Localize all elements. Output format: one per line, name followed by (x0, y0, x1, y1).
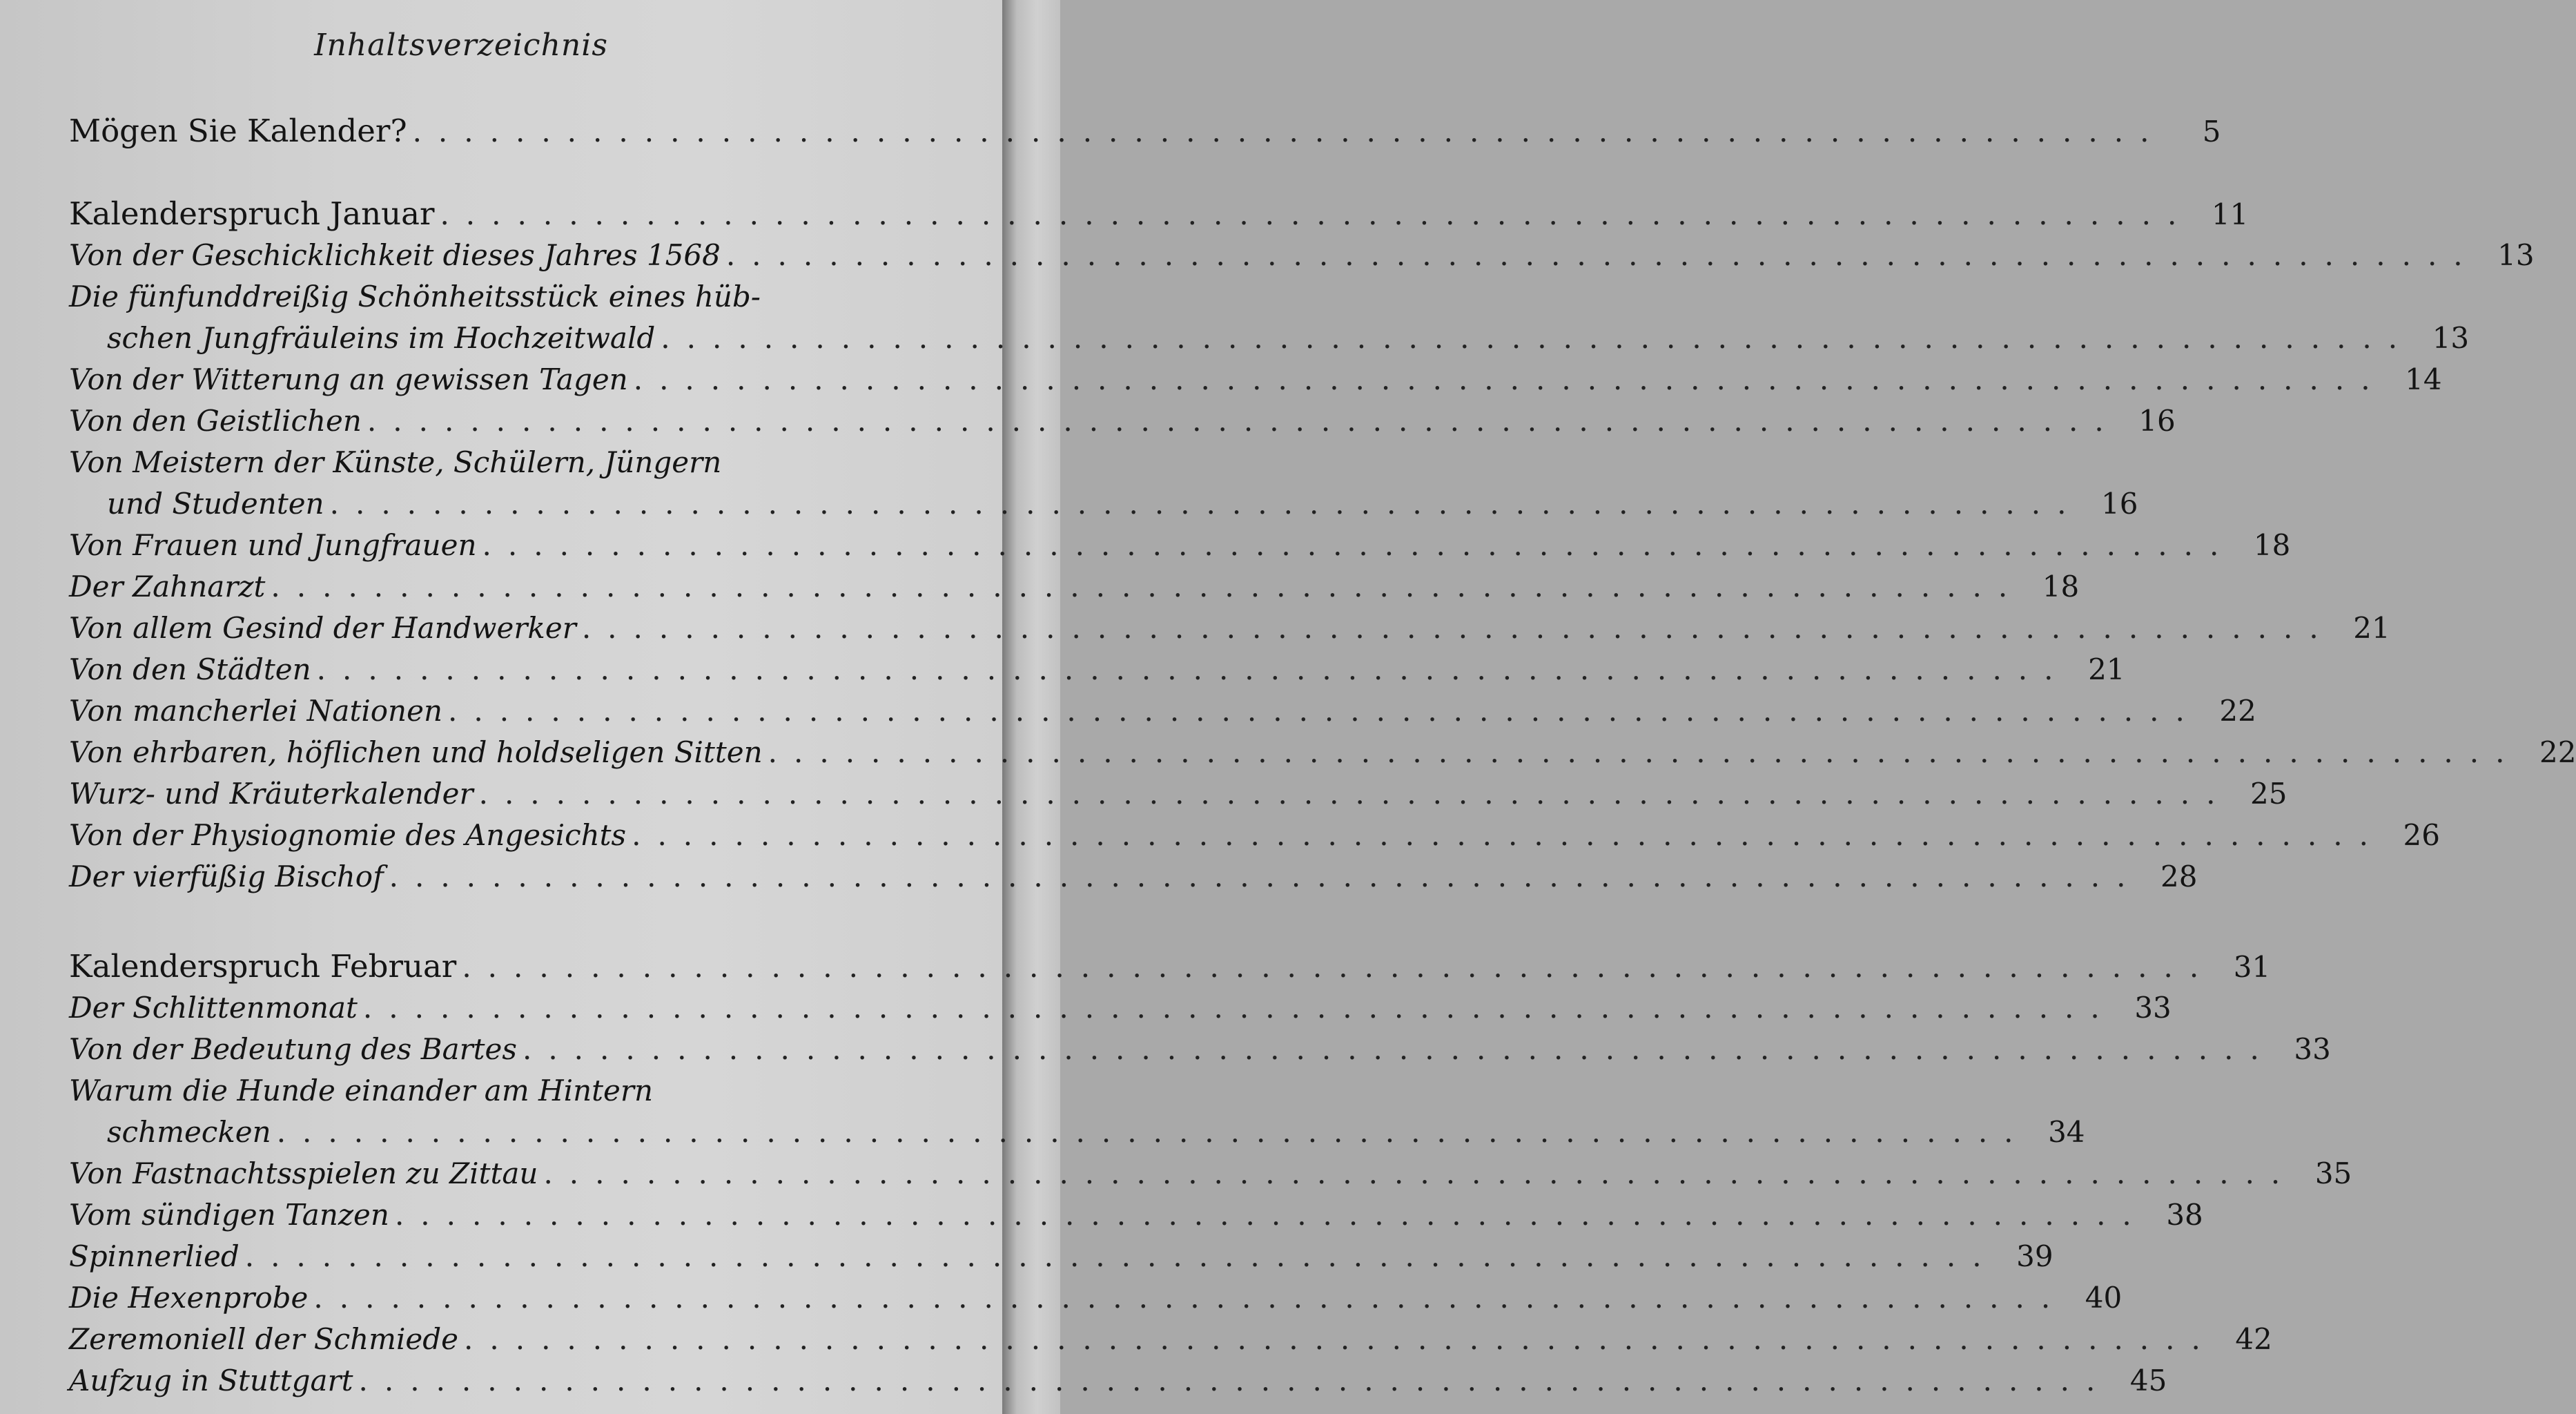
toc-entry-title: schen Jungfräuleins im Hochzeitwald (107, 321, 656, 355)
dot-leader: .................................................................... (389, 860, 2143, 893)
toc-page-number: 26 (2403, 818, 2440, 852)
dot-leader: .................................................................... (412, 115, 2166, 148)
dot-leader: .................................................................... (362, 991, 2116, 1025)
toc-entry (69, 1236, 2053, 1277)
dot-leader: .................................................................... (462, 950, 2216, 984)
toc-page-number: 22 (2539, 735, 2576, 769)
toc-entry-title: Wurz- und Kräuterkalender (69, 777, 474, 811)
toc-page-number: 13 (2497, 238, 2535, 272)
toc-page-number: 21 (2088, 652, 2125, 686)
toc-entry-title: Zeremoniell der Schmiede (69, 1322, 459, 1356)
toc-entry-title: Von Fastnachtsspielen zu Zittau (69, 1156, 538, 1190)
dot-leader: .................................................................... (482, 528, 2236, 562)
toc-entry-title: Von den Geistlichen (69, 404, 362, 438)
toc-entry-title: schmecken (107, 1115, 271, 1149)
toc-entry-title: Von ehrbaren, höflichen und holdseligen Sitten (69, 735, 763, 769)
toc-page-number: 42 (2235, 1322, 2272, 1356)
dot-leader: .................................................................... (725, 238, 2479, 272)
dot-leader: .................................................................... (661, 321, 2414, 355)
toc-page-number: 35 (2314, 1156, 2352, 1190)
toc-page-number: 39 (2016, 1239, 2053, 1273)
toc-entry-title: Der vierfüßig Bischof (69, 860, 384, 893)
dot-leader: .................................................................... (478, 777, 2232, 811)
toc-page-number: 22 (2219, 694, 2256, 728)
toc-page-number: 11 (2211, 197, 2249, 231)
toc-entry (69, 856, 2198, 898)
toc-page-number: 21 (2353, 611, 2390, 645)
toc-page-number: 16 (2101, 487, 2138, 521)
toc-entry-title: Spinnerlied (69, 1239, 240, 1273)
toc-entry-title: Vom sündigen Tanzen (69, 1198, 389, 1232)
toc-entry-title: Mögen Sie Kalender? (69, 113, 407, 149)
toc-page-number: 14 (2405, 362, 2442, 396)
toc-entry (69, 690, 2256, 732)
dot-leader: .................................................................... (632, 818, 2385, 852)
toc-page-number: 13 (2432, 321, 2470, 355)
toc-entry-title: Kalenderspruch Januar (69, 195, 435, 232)
toc-page-number: 5 (2202, 115, 2221, 148)
toc-entry-title: Der Schlittenmonat (69, 991, 358, 1025)
dot-leader: .................................................................... (358, 1364, 2112, 1397)
toc-entry (69, 1277, 2123, 1319)
toc-entry (107, 483, 2138, 525)
toc-page-number: 38 (2166, 1198, 2203, 1232)
toc-entry (69, 773, 2287, 815)
toc-page-number: 18 (2253, 528, 2291, 562)
toc-entry-title: Aufzug in Stuttgart (69, 1364, 353, 1397)
dot-leader: .................................................................... (543, 1156, 2297, 1190)
toc-entry-title: Von der Geschicklichkeit dieses Jahres 1568 (69, 238, 721, 272)
toc-page-number: 33 (2294, 1032, 2331, 1066)
toc-entry (69, 1153, 2352, 1194)
dot-leader: .................................................................... (394, 1198, 2148, 1232)
dot-leader: .................................................................... (633, 362, 2387, 396)
toc-entry-title: Von den Städten (69, 652, 311, 686)
toc-entry-title: Die Hexenprobe (69, 1281, 309, 1315)
toc-entry-title: Der Zahnarzt (69, 570, 266, 603)
dot-leader: .................................................................... (581, 611, 2335, 645)
dot-leader: .................................................................... (271, 570, 2024, 603)
toc-entry (69, 1029, 2331, 1070)
toc-entry-title: Von der Bedeutung des Bartes (69, 1032, 517, 1066)
dot-leader: .................................................................... (768, 735, 2521, 769)
toc-entry (69, 1319, 2272, 1360)
toc-entry (69, 400, 2176, 442)
toc-entry-title: Kalenderspruch Februar (69, 948, 457, 985)
toc-entry (69, 110, 2221, 152)
toc-entry (69, 732, 2576, 773)
dot-leader: .................................................................... (276, 1115, 2030, 1149)
toc-entry (69, 525, 2291, 566)
toc-entry-title: Von Frauen und Jungfrauen (69, 528, 477, 562)
toc-entry-first-line (69, 1070, 773, 1112)
toc-page-number: 18 (2042, 570, 2080, 603)
toc-entry (69, 193, 2249, 235)
toc-entry (69, 1360, 2167, 1402)
toc-entry (69, 566, 2080, 608)
toc-page-number: 33 (2134, 991, 2172, 1025)
toc-entry (69, 1194, 2203, 1236)
page-heading: Inhaltsverzeichnis (314, 28, 608, 63)
toc-entry-title: und Studenten (107, 487, 324, 521)
toc-entry (69, 608, 2390, 649)
toc-entry (107, 1112, 2085, 1153)
toc-page-number: 34 (2048, 1115, 2085, 1149)
dot-leader: .................................................................... (367, 404, 2120, 438)
dot-leader: .................................................................... (244, 1239, 1998, 1273)
toc-page-number: 31 (2233, 950, 2271, 984)
toc-entry (107, 318, 2470, 359)
toc-entry-title: Von mancherlei Nationen (69, 694, 442, 728)
toc-entry (69, 235, 2535, 276)
toc-entry-title: Von der Physiognomie des Angesichts (69, 818, 627, 852)
toc-entry-title: Von Meistern der Künste, Schülern, Jüngern (69, 445, 722, 479)
toc-entry-title: Die fünfunddreißig Schönheitsstück eines hüb- (69, 280, 761, 313)
toc-entry-first-line (69, 442, 773, 483)
toc-entry-first-line (69, 276, 773, 318)
dot-leader: .................................................................... (448, 694, 2201, 728)
dot-leader: .................................................................... (329, 487, 2083, 521)
toc-entry (69, 815, 2440, 856)
toc-entry (69, 649, 2125, 690)
toc-entry-title: Von der Witterung an gewissen Tagen (69, 362, 628, 396)
toc-entry-title: Warum die Hunde einander am Hintern (69, 1074, 653, 1107)
dot-leader: .................................................................... (464, 1322, 2217, 1356)
toc-page-number: 25 (2250, 777, 2287, 811)
toc-page-number: 45 (2129, 1364, 2167, 1397)
toc-entry (69, 946, 2271, 987)
toc-entry-title: Von allem Gesind der Handwerker (69, 611, 576, 645)
toc-entry (69, 359, 2442, 400)
dot-leader: .................................................................... (316, 652, 2070, 686)
toc-entry (69, 987, 2172, 1029)
toc-page-number: 40 (2085, 1281, 2123, 1315)
toc-page-number: 28 (2160, 860, 2198, 893)
dot-leader: .................................................................... (522, 1032, 2276, 1066)
dot-leader: .................................................................... (440, 197, 2194, 231)
dot-leader: .................................................................... (313, 1281, 2067, 1315)
toc-page-number: 16 (2138, 404, 2176, 438)
